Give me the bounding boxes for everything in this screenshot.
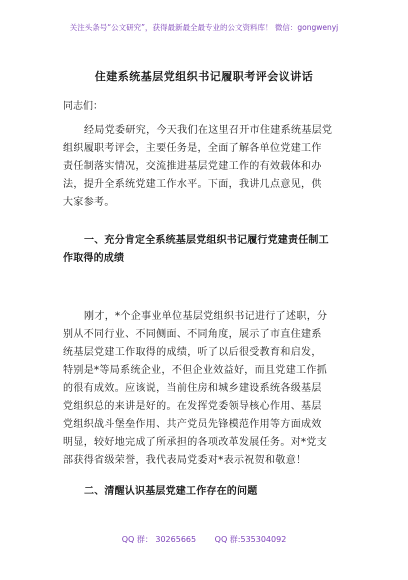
paragraph-line: 的很有成效。应该说，当前住房和城乡建设系统各级基层: [63, 383, 322, 394]
paragraph-line: 责任制落实情况，交流推进基层党建工作的有效载体和办: [63, 161, 322, 172]
qq-group-2: QQ 群:535304092: [214, 535, 287, 544]
paragraph-line: 组织履职考评会，主要任务是，全面了解各单位党建工作: [63, 143, 322, 154]
heading-line: 一、充分肯定全系统基层党组织书记履行党建责任制工: [84, 235, 329, 246]
paragraph-line: 别从不同行业、不同侧面、不同角度，展示了市直住建系: [63, 329, 322, 340]
paragraph-line: 大家参考。: [63, 197, 115, 208]
contact-footer: [0, 534, 408, 545]
section-heading-2: [84, 482, 346, 500]
section-heading-1: [63, 231, 346, 267]
promo-banner: 关注头条号“公文研究”，获得最新最全最专业的公文资料库！ 微信：gongwenyj: [69, 23, 339, 32]
paragraph-line: 部获得省级荣誉，我代表局党委对*表示祝贺和敬意！: [63, 455, 307, 466]
paragraph-line: 党组织总的来讲是好的。在发挥党委领导核心作用、基层: [63, 401, 322, 412]
paragraph-line: 党组织战斗堡垒作用、共产党员先锋模范作用等方面成效: [63, 419, 322, 430]
heading-line: 二、清醒认识基层党建工作存在的问题: [84, 486, 258, 497]
paragraph-line: 刚才，*个企事业单位基层党组织书记进行了述职，分: [84, 311, 328, 322]
document-title: 住建系统基层党组织书记履职考评会议讲话: [94, 70, 314, 83]
salutation: 同志们：: [63, 101, 103, 112]
qq-group-1: QQ 群： 30265665: [121, 535, 197, 544]
paragraph-line: 统基层党建工作取得的成绩，听了以后很受教育和启发，: [63, 347, 322, 358]
paragraph-1: [63, 122, 346, 212]
paragraph-2: [63, 308, 346, 470]
heading-line: 作取得的成绩: [63, 253, 125, 264]
paragraph-line: 特别是*等局系统企业，不但企业效益好，而且党建工作抓: [63, 365, 328, 376]
paragraph-line: 法，提升全系统党建工作水平。下面，我讲几点意见，供: [63, 179, 322, 190]
paragraph-line: 明显，较好地完成了所承担的各项改革发展任务。对*党支: [63, 437, 328, 448]
paragraph-line: 经局党委研究，今天我们在这里召开市住建系统基层党: [84, 125, 333, 136]
